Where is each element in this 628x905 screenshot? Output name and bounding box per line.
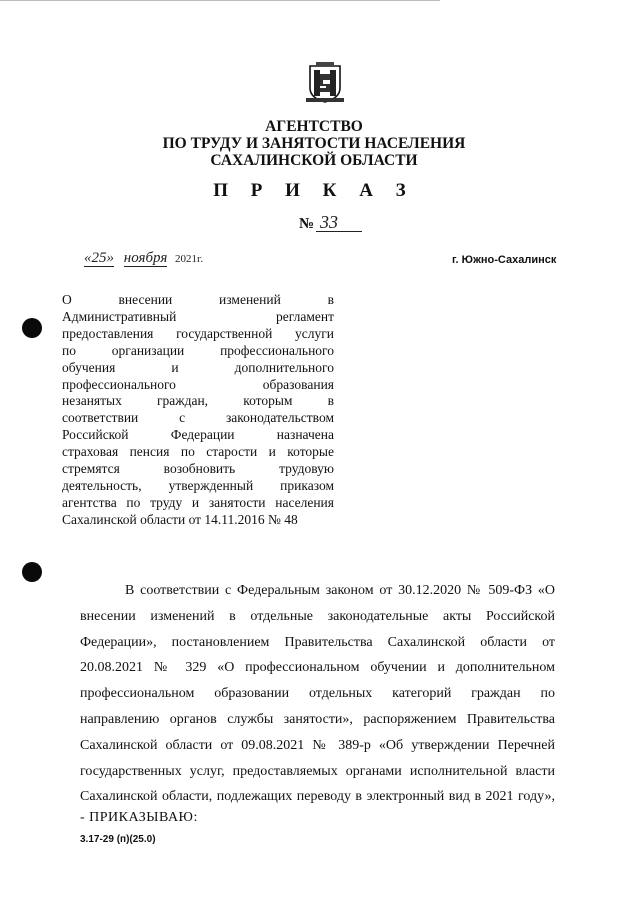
city-name: г. Южно-Сахалинск xyxy=(452,254,557,266)
subject-line: О внесении изменений в xyxy=(62,292,334,307)
punch-hole-bottom xyxy=(22,562,42,582)
subject-line: соответствии с законодательством xyxy=(62,410,334,426)
order-word: - ПРИКАЗЫВАЮ: xyxy=(80,810,198,825)
body-line: Сахалинской области, подлежащих переводу в электронный вид в 2021 году», xyxy=(80,789,555,805)
subject-line: профессионального образования xyxy=(62,376,334,392)
order-date xyxy=(84,249,203,268)
subject-line: по организации профессионального xyxy=(62,342,334,358)
body-line: В соответствии с Федеральным законом от 30.12.2020 № 509-ФЗ «О xyxy=(125,583,555,598)
document-type-title: П Р И К А З xyxy=(213,180,415,201)
agency-name-line-2: ПО ТРУДУ И ЗАНЯТОСТИ НАСЕЛЕНИЯ xyxy=(162,135,466,152)
footer-code: 3.17-29 (п)(25.0) xyxy=(80,834,156,845)
date-month: ноября xyxy=(123,250,168,266)
subject-line: предоставления государственной услуги xyxy=(62,325,334,341)
coat-of-arms-emblem xyxy=(304,60,346,104)
preamble-paragraph xyxy=(80,578,555,810)
agency-name-line-3: САХАЛИНСКОЙ ОБЛАСТИ xyxy=(210,152,418,169)
subject-line: деятельность, утвержденный приказом xyxy=(62,477,334,493)
body-line: направлению органов службы занятости», распоряжением Правительства xyxy=(80,711,555,727)
agency-name-line-1: АГЕНТСТВО xyxy=(265,118,363,135)
date-day: «25» xyxy=(84,250,114,266)
punch-hole-top xyxy=(22,318,42,338)
subject-line: обучения и дополнительного xyxy=(62,359,334,375)
body-line: 20.08.2021 № 329 «О профессиональном обучении и дополнительном xyxy=(80,660,555,676)
date-year: 2021г. xyxy=(175,253,204,265)
scan-edge-line xyxy=(0,0,440,1)
order-number-label: № xyxy=(299,216,315,232)
subject-line: Сахалинской области от 14.11.2016 № 48 xyxy=(62,511,298,527)
subject-line: Административный регламент xyxy=(62,308,334,324)
subject-line: страховая пенсия по старости и которые xyxy=(62,444,334,460)
subject-line: Российской Федерации назначена xyxy=(62,427,334,443)
body-line: профессиональном образовании отдельных категорий граждан по xyxy=(80,686,555,702)
body-line: Федерации», постановлением Правительства Сахалинской области от xyxy=(80,634,555,650)
body-line: Сахалинской области от 09.08.2021 № 389-р «Об утверждении Перечней xyxy=(80,737,555,753)
subject-line: агентства по труду и занятости населения xyxy=(62,494,334,510)
subject-line: незанятых граждан, которым в xyxy=(62,393,334,409)
order-subject xyxy=(62,292,334,529)
body-line: внесении изменений в отдельные законодательные акты Российской xyxy=(80,608,555,624)
order-number-handwritten: 33 xyxy=(316,213,362,232)
body-line: государственных услуг, предоставляемых органами исполнительной власти xyxy=(80,763,555,779)
subject-line: стремятся возобновить трудовую xyxy=(62,461,334,477)
